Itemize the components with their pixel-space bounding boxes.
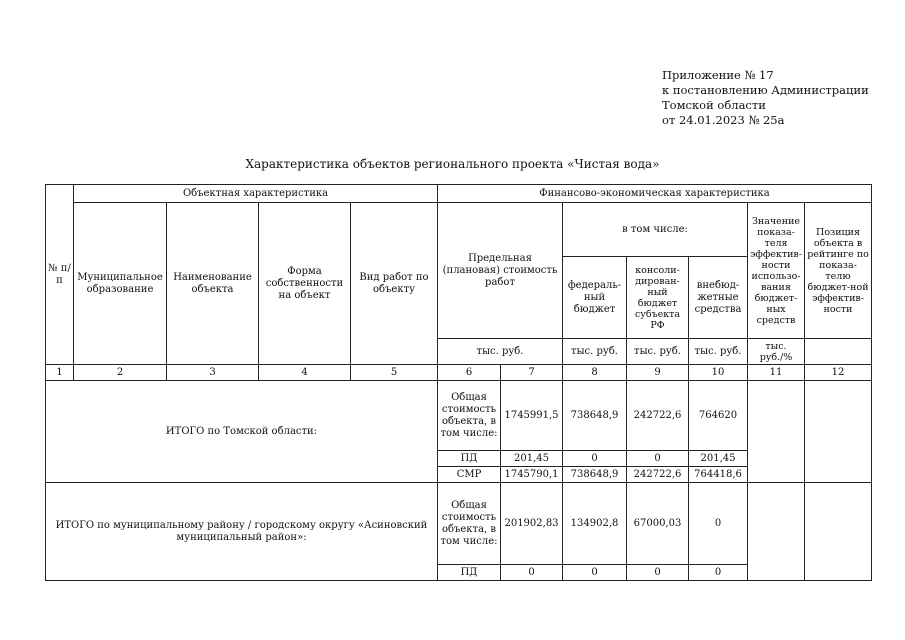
total-region-consolidated: 0 [627,451,689,467]
header-including: в том числе: [563,203,748,257]
total-district-consolidated: 0 [627,565,689,581]
column-number: 9 [627,365,689,381]
column-number: 10 [689,365,748,381]
total-region-position [805,381,872,483]
unit-consolidated: тыс. руб. [627,339,689,365]
header-consolidated-budget: консоли-дирован-ный бюджет субъекта РФ [627,257,689,339]
total-region-row-label: Общая стоимость объекта, в том числе: [438,381,501,451]
total-region-row-label: СМР [438,467,501,483]
header-efficiency: Значение показа-теля эффектив-ности использо-вания бюджет-ных средств [748,203,805,339]
total-region-consolidated: 242722,6 [627,381,689,451]
total-district-consolidated: 67000,03 [627,483,689,565]
header-work-type: Вид работ по объекту [351,203,438,365]
header-ownership: Форма собственности на объект [259,203,351,365]
total-region-efficiency [748,381,805,483]
unit-position [805,339,872,365]
unit-federal: тыс. руб. [563,339,627,365]
total-district-extrabudget: 0 [689,483,748,565]
unit-efficiency: тыс. руб./% [748,339,805,365]
total-region-cost: 201,45 [501,451,563,467]
column-number: 5 [351,365,438,381]
total-region-extrabudget: 201,45 [689,451,748,467]
header-municipality: Муниципальное образование [74,203,167,365]
column-number: 12 [805,365,872,381]
column-number: 3 [167,365,259,381]
appendix-line: к постановлению Администрации [662,83,869,97]
total-district-label: ИТОГО по муниципальному району / городскому округу «Асиновский муниципальный район»: [46,483,438,581]
total-district-cost: 201902,83 [501,483,563,565]
header-object-name: Наименование объекта [167,203,259,365]
appendix-line: Приложение № 17 [662,68,774,82]
column-number: 11 [748,365,805,381]
column-number: 1 [46,365,74,381]
header-federal-budget: федераль-ный бюджет [563,257,627,339]
unit-cost: тыс. руб. [438,339,563,365]
header-rating-position: Позиция объекта в рейтинге по показа-телю бюджет-ной эффектив-ности [805,203,872,339]
total-district-federal: 0 [563,565,627,581]
total-region-consolidated: 242722,6 [627,467,689,483]
total-region-federal: 738648,9 [563,467,627,483]
total-region-extrabudget: 764620 [689,381,748,451]
unit-extrabudget: тыс. руб. [689,339,748,365]
total-region-label: ИТОГО по Томской области: [46,381,438,483]
total-region-federal: 738648,9 [563,381,627,451]
objects-table [45,184,872,581]
total-district-cost: 0 [501,565,563,581]
total-district-efficiency [748,483,805,581]
header-extrabudget: внебюд-жетные средства [689,257,748,339]
appendix-line: от 24.01.2023 № 25а [662,113,785,127]
header-object-characteristic: Объектная характеристика [74,185,438,203]
appendix-line: Томской области [662,98,766,112]
total-district-federal: 134902,8 [563,483,627,565]
header-num: № п/п [46,185,74,365]
total-district-row-label: ПД [438,565,501,581]
total-district-extrabudget: 0 [689,565,748,581]
header-max-cost: Предельная (плановая) стоимость работ [438,203,563,339]
document-title: Характеристика объектов регионального проекта «Чистая вода» [245,157,660,171]
total-region-row-label: ПД [438,451,501,467]
column-number: 2 [74,365,167,381]
column-number: 4 [259,365,351,381]
column-number: 7 [501,365,563,381]
total-region-cost: 1745991,5 [501,381,563,451]
total-region-federal: 0 [563,451,627,467]
total-district-position [805,483,872,581]
total-district-row-label: Общая стоимость объекта, в том числе: [438,483,501,565]
appendix-block [662,68,869,128]
header-financial-characteristic: Финансово-экономическая характеристика [438,185,872,203]
total-region-extrabudget: 764418,6 [689,467,748,483]
total-region-cost: 1745790,1 [501,467,563,483]
column-number: 6 [438,365,501,381]
column-number: 8 [563,365,627,381]
